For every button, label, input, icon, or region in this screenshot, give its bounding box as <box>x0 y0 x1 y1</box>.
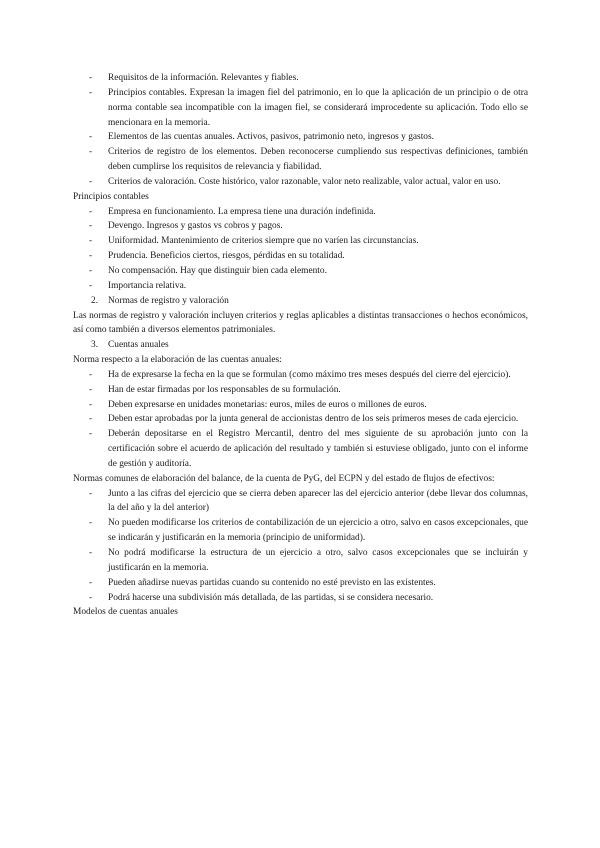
section-title: Cuentas anuales <box>108 340 169 351</box>
principios-list <box>73 205 528 294</box>
list-item-text: Uniformidad. Mantenimiento de criterios siempre que no varíen las circunstancias. <box>108 236 419 247</box>
bullet-dash: - <box>89 147 93 158</box>
list-item <box>73 219 528 234</box>
list-item <box>73 398 528 413</box>
list-item <box>73 130 528 145</box>
list-item <box>73 576 528 591</box>
bullet-dash: - <box>89 384 93 395</box>
list-item <box>73 487 528 517</box>
list-item <box>73 249 528 264</box>
bullet-dash: - <box>89 399 93 410</box>
list-item <box>73 175 528 190</box>
section-2-heading <box>73 294 528 309</box>
bullet-dash: - <box>89 592 93 603</box>
list-item-text: Devengo. Ingresos y gastos vs cobros y pagos. <box>108 221 283 232</box>
normas-comunes-lead: Normas comunes de elaboración del balance, de la cuenta de PyG, del ECPN y del estado de flujos de efectivos: <box>73 473 495 484</box>
list-item <box>73 279 528 294</box>
list-item-text: Junto a las cifras del ejercicio que se cierra deben aparecer las del ejercicio anterior (debe llevar dos columnas, la del año y la del anterior) <box>108 488 528 514</box>
list-item <box>73 546 528 576</box>
list-item-text: No podrá modificarse la estructura de un ejercicio a otro, salvo casos excepcionales que se incluirán y justificarán en la memoria. <box>108 548 528 573</box>
bullet-dash: - <box>89 414 93 425</box>
section-title: Normas de registro y valoración <box>108 295 229 306</box>
normas-comunes-list <box>73 487 528 606</box>
list-item <box>73 368 528 383</box>
principios-heading: Principios contables <box>73 191 149 202</box>
list-item-text: Ha de expresarse la fecha en la que se formulan (como máximo tres meses después del cierre del ejercicio). <box>108 369 511 380</box>
bullet-dash: - <box>89 251 93 262</box>
bullet-dash: - <box>89 73 93 83</box>
section-number: 3. <box>91 340 99 351</box>
bullet-dash: - <box>89 265 93 276</box>
cuentas-anuales-list <box>73 368 528 472</box>
section-3-lead: Norma respecto a la elaboración de las cuentas anuales: <box>73 355 282 366</box>
list-item-text: Criterios de registro de los elementos. Deben reconocerse cumpliendo sus respectivas definiciones, también deben cumplirse los requisitos de relevancia y fiabilidad. <box>108 147 528 173</box>
list-item-text: No pueden modificarse los criterios de contabilización de un ejercicio a otro, salvo en casos excepcionales, que se indicarán y justificarán en la memoria (principio de uniformidad). <box>108 518 528 544</box>
list-item-text: Principios contables. Expresan la imagen fiel del patrimonio, en lo que la aplicación de un principio o de otra norma contable sea incompatible con la imagen fiel, se considerará improcedente su aplicación. Todo ello se mencionara en la memoria. <box>108 87 528 128</box>
requisitos-list <box>73 71 528 190</box>
bullet-dash: - <box>89 548 93 558</box>
list-item-text: Criterios de valoración. Coste histórico, valor razonable, valor neto realizable, valor actual, valor en uso. <box>108 176 501 187</box>
list-item <box>73 205 528 220</box>
bullet-dash: - <box>89 87 93 98</box>
list-item-text: Pueden añadirse nuevas partidas cuando su contenido no esté previsto en las existentes. <box>108 577 436 588</box>
list-item-text: Prudencia. Beneficios ciertos, riesgos, pérdidas en su totalidad. <box>108 251 345 262</box>
bullet-dash: - <box>89 132 93 143</box>
list-item-text: Requisitos de la información. Relevantes y fiables. <box>108 73 299 83</box>
list-item <box>73 145 528 175</box>
list-item <box>73 516 528 546</box>
bullet-dash: - <box>89 488 93 499</box>
list-item-text: Deben expresarse en unidades monetarias: euros, miles de euros o millones de euros. <box>108 399 427 410</box>
bullet-dash: - <box>89 176 93 187</box>
list-item <box>73 591 528 606</box>
list-item-text: Deberán depositarse en el Registro Mercantil, dentro del mes siguiente de su aprobación junto con la certificación sobre el acuerdo de aplicación del resultado y también si estuviese obligado, junto con el informe de gestión y auditoría. <box>108 429 528 469</box>
bullet-dash: - <box>89 518 93 529</box>
list-item <box>73 427 528 472</box>
section-3-heading <box>73 338 528 353</box>
list-item <box>73 412 528 427</box>
section-2-paragraph: Las normas de registro y valoración incluyen criterios y reglas aplicables a distintas transacciones o hechos económicos, así como también a diversos elementos patrimoniales. <box>73 310 528 336</box>
bullet-dash: - <box>89 429 93 440</box>
modelos-heading: Modelos de cuentas anuales <box>73 607 178 618</box>
bullet-dash: - <box>89 369 93 380</box>
bullet-dash: - <box>89 206 93 217</box>
list-item-text: Empresa en funcionamiento. La empresa tiene una duración indefinida. <box>108 206 376 217</box>
list-item-text: Deben estar aprobadas por la junta general de accionistas dentro de los seis primeros meses de cada ejercicio. <box>108 414 519 425</box>
list-item <box>73 71 528 86</box>
list-item <box>73 234 528 249</box>
list-item <box>73 383 528 398</box>
bullet-dash: - <box>89 280 93 291</box>
list-item-text: Importancia relativa. <box>108 280 187 291</box>
bullet-dash: - <box>89 221 93 232</box>
list-item-text: No compensación. Hay que distinguir bien cada elemento. <box>108 265 327 276</box>
list-item-text: Han de estar firmadas por los responsables de su formulación. <box>108 384 341 395</box>
list-item-text: Elementos de las cuentas anuales. Activos, pasivos, patrimonio neto, ingresos y gastos. <box>108 132 434 143</box>
bullet-dash: - <box>89 236 93 247</box>
document-body <box>73 71 528 620</box>
list-item <box>73 264 528 279</box>
bullet-dash: - <box>89 577 93 588</box>
section-number: 2. <box>91 295 99 306</box>
list-item-text: Podrá hacerse una subdivisión más detallada, de las partidas, si se considera necesario. <box>108 592 434 603</box>
list-item <box>73 86 528 131</box>
